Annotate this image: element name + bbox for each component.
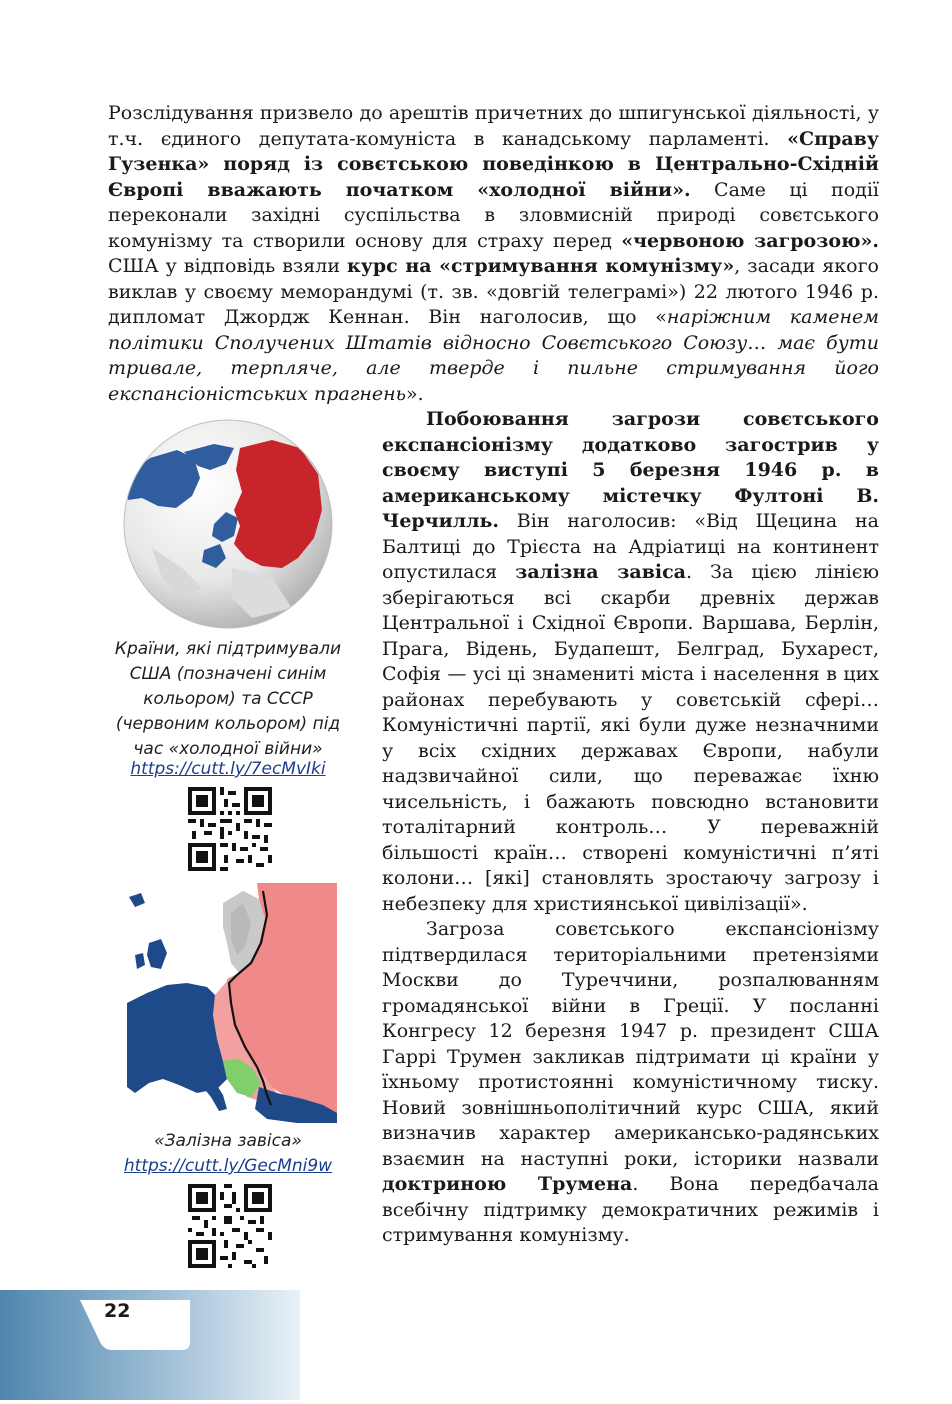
page-number: 22 [104,1300,131,1322]
bold-run: Побоювання загрози совєтського експансіонізму додатково загострив у своєму виступі 5 березня 1946 р. в американському містечку Фултоні В. Черчилль. [382,408,879,532]
figure-2-caption: «Залізна завіса» [154,1131,302,1151]
churchill-paragraph [382,407,879,917]
intro-paragraph [108,101,879,407]
text-run: Розслідування призвело до арештів причетних до шпигунської діяльності, у т.ч. єдиного депутата-комуніста в канадському парламенті. [108,102,879,150]
text-run: . Вона передбачала всебічну підтримку демократичних режимів і стримування комунізму. [382,1173,879,1246]
figure-1-caption: Країни, які підтримували США (позначені синім кольором) та СССР (червоним кольором) під час «холодної війни» [114,639,342,759]
figure-2-link[interactable]: https://cutt.ly/GecMni9w [123,1156,333,1176]
bold-run: курс на «стримування комунізму» [347,255,735,277]
main-text-column [382,407,879,1249]
bold-run: «червоною загрозою». [621,229,879,252]
italic-quote: наріжним каменем політики Сполучених Штатів відносно Совєтського Союзу… має бути тривале, терпляче, але тверде і пильне стримування його експансіоністських прагнень [108,306,879,405]
europe-map-image [127,883,337,1123]
truman-paragraph [382,917,879,1249]
page-corner-decoration [0,1290,300,1400]
bold-run: доктриною Трумена [382,1173,633,1195]
text-run: США у відповідь взяли [108,255,348,277]
qr-code-icon[interactable] [188,787,272,871]
text-run: . За цією лінією зберігаються всі скарби древніх держав Центральної і Східної Європи. Варшава, Берлін, Прага, Відень, Будапешт, Белград, Бухарест, Софія — усі ці знамениті міста і населення в цих районах перебувають у совєтській сфері… Комуністичні партії, які були дуже незначними у всіх східних державах Європи, набули надзвичайної сили, що переважає їхню чисельність, і бажають повсюдно встановити тоталітарний контроль… У переважній більшості країн… створені комуністичні п’яті колони… [які] становлять зростаючу загрозу і небезпеку для християнської цивілізації». [382,561,879,915]
text-run: ». [406,382,424,405]
figure-1-link[interactable]: https://cutt.ly/7ecMvIki [130,759,326,779]
globe-image [122,418,334,630]
bold-run: залізна завіса [515,561,686,583]
qr-code-icon[interactable] [188,1184,272,1268]
text-run: Саме ці події переконали західні суспільства в зловмисній природі совєтського комунізму та створили основу для страху перед [108,178,879,252]
text-run: Він наголосив: «Від Щецина на Балтиці до Трієста на Адріатиці на континент опустилася [382,510,879,583]
bold-run: «Справу Гузенка» поряд із совєтською поведінкою в Центрально-Східній Європі вважають початком «холодної війни». [108,127,879,201]
text-run: , засади якого виклав у своєму меморандумі (т. зв. «довгій телеграмі») 22 лютого 1946 р. дипломат Джордж Кеннан. Він наголосив, що « [108,255,879,328]
text-run: Загроза совєтського експансіонізму підтвердилася територіальними претензіями Москви до Туреччини, розпалюванням громадянської війни в Греції. У посланні Конгресу 12 березня 1947 р. президент США Гаррі Трумен закликав підтримати ці країни у їхньому протистоянні комуністичному тиску. Новий зовнішньополітичний курс США, який визначив характер американсько-радянських взаємин на наступні роки, історики назвали [382,918,879,1170]
